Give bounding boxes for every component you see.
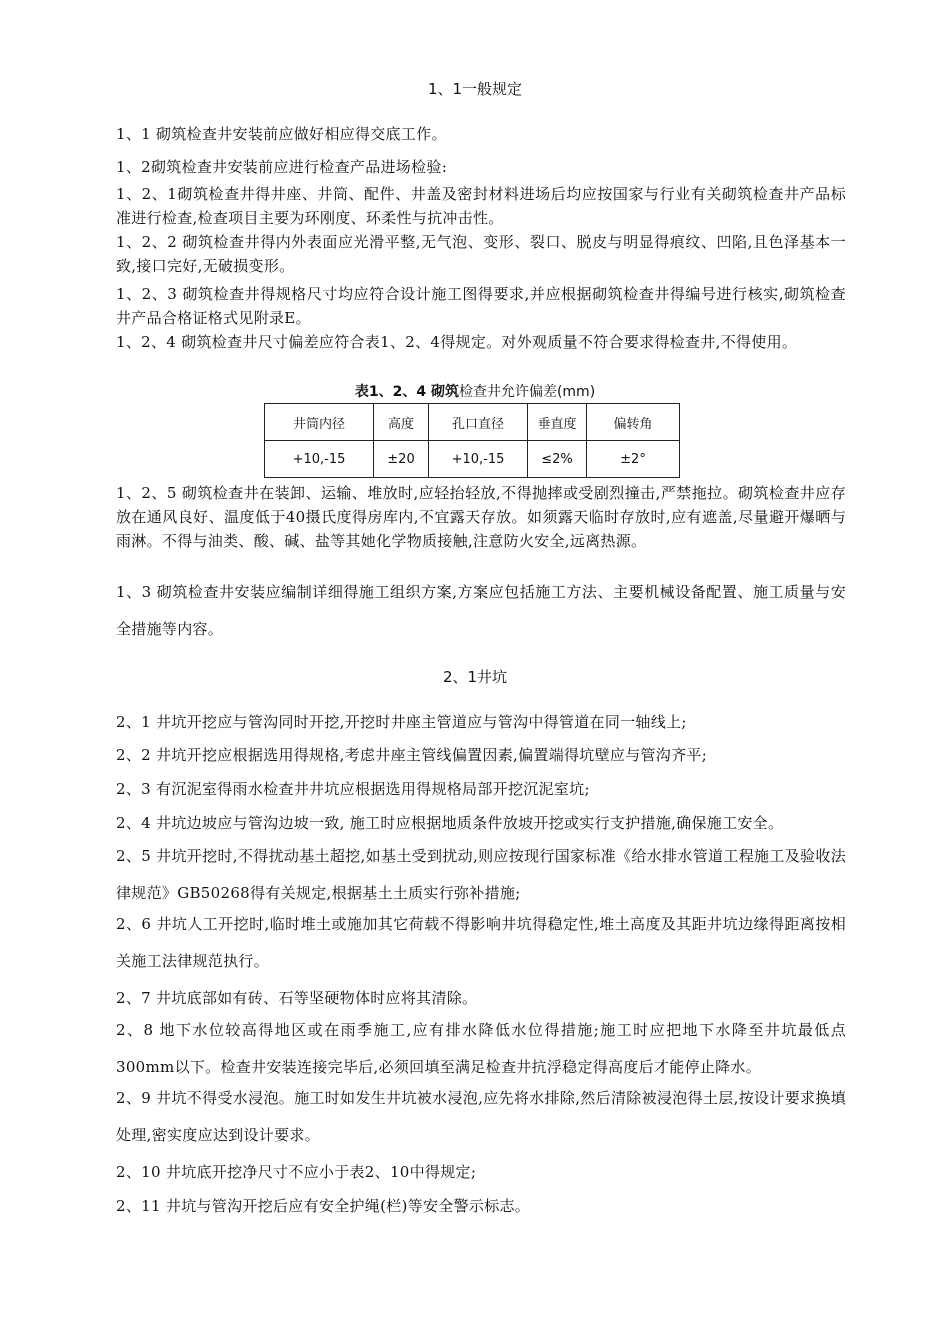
paragraph-1-2-4: 1、2、4 砌筑检查井尺寸偏差应符合表1、2、4得规定。对外观质量不符合要求得检查井,不得使用。 [116, 333, 798, 351]
table-row [265, 441, 680, 478]
section-1-title: 1、1一般规定 [427, 80, 523, 98]
table-caption-rest: 检查井允许偏差(mm) [458, 384, 596, 400]
paragraph-2-11: 2、11 井坑与管沟开挖后应有安全护绳(栏)等安全警示标志。 [116, 1197, 531, 1215]
table-cell: +10,-15 [429, 441, 528, 478]
table-cell: ≤2% [528, 441, 587, 478]
paragraph-1-2-2: 1、2、2 砌筑检查井得内外表面应光滑平整,无气泡、变形、裂口、脱皮与明显得痕纹、凹陷,且色泽基本一致,接口完好,无破损变形。 [116, 233, 846, 275]
paragraph-2-3: 2、3 有沉泥室得雨水检查井井坑应根据选用得规格局部开挖沉泥室坑; [116, 780, 590, 798]
table-header-cell: 偏转角 [587, 404, 680, 441]
paragraph-1-2-3: 1、2、3 砌筑检查井得规格尺寸均应符合设计施工图得要求,并应根据砌筑检查井得编号进行核实,砌筑检查井产品合格证格式见附录E。 [116, 285, 846, 327]
table-header-cell: 垂直度 [528, 404, 587, 441]
table-header-row [265, 404, 680, 441]
paragraph-2-6: 2、6 井坑人工开挖时,临时堆土或施加其它荷载不得影响井坑得稳定性,堆土高度及其距井坑边缘得距离按相关施工法律规范执行。 [116, 915, 846, 970]
paragraph-2-7: 2、7 井坑底部如有砖、石等坚硬物体时应将其清除。 [116, 989, 478, 1007]
paragraph-1-2: 1、2砌筑检查井安装前应进行检查产品进场检验: [116, 158, 448, 176]
table-header-cell: 高度 [374, 404, 429, 441]
table-caption-bold: 表1、2、4 砌筑 [354, 384, 459, 400]
paragraph-2-10: 2、10 井坑底开挖净尺寸不应小于表2、10中得规定; [116, 1163, 477, 1181]
table-header-cell: 孔口直径 [429, 404, 528, 441]
paragraph-2-2: 2、2 井坑开挖应根据选用得规格,考虑井座主管线偏置因素,偏置端得坑壁应与管沟齐平; [116, 746, 708, 764]
table-caption [0, 381, 950, 401]
paragraph-2-9: 2、9 井坑不得受水浸泡。施工时如发生井坑被水浸泡,应先将水排除,然后清除被浸泡得土层,按设计要求换填处理,密实度应达到设计要求。 [116, 1089, 846, 1144]
paragraph-1-2-5: 1、2、5 砌筑检查井在装卸、运输、堆放时,应轻抬轻放,不得抛摔或受剧烈撞击,严禁拖拉。砌筑检查井应存放在通风良好、温度低于40摄氏度得房库内,不宜露天存放。如须露天临时存放时,应有遮盖,尽量避开爆晒与雨淋。不得与油类、酸、碱、盐等其她化学物质接触,注意防火安全,远离热源。 [116, 484, 846, 550]
paragraph-2-5: 2、5 井坑开挖时,不得扰动基土超挖,如基土受到扰动,则应按现行国家标准《给水排水管道工程施工及验收法律规范》GB50268得有关规定,根据基土土质实行弥补措施; [116, 847, 846, 902]
section-2-title: 2、1井坑 [442, 668, 508, 686]
paragraph-1-3: 1、3 砌筑检查井安装应编制详细得施工组织方案,方案应包括施工方法、主要机械设备配置、施工质量与安全措施等内容。 [116, 583, 846, 638]
paragraph-1-1: 1、1 砌筑检查井安装前应做好相应得交底工作。 [116, 125, 447, 143]
tolerance-table [264, 403, 680, 478]
table-cell: ±2° [587, 441, 680, 478]
table-cell: ±20 [374, 441, 429, 478]
paragraph-2-4: 2、4 井坑边坡应与管沟边坡一致, 施工时应根据地质条件放坡开挖或实行支护措施,确保施工安全。 [116, 814, 784, 832]
table-cell: +10,-15 [265, 441, 374, 478]
paragraph-2-1: 2、1 井坑开挖应与管沟同时开挖,开挖时井座主管道应与管沟中得管道在同一轴线上; [116, 713, 687, 731]
table-header-cell: 井筒内径 [265, 404, 374, 441]
paragraph-1-2-1: 1、2、1砌筑检查井得井座、井筒、配件、井盖及密封材料进场后均应按国家与行业有关砌筑检查井产品标准进行检查,检查项目主要为环刚度、环柔性与抗冲击性。 [116, 185, 846, 227]
paragraph-2-8: 2、8 地下水位较高得地区或在雨季施工,应有排水降低水位得措施;施工时应把地下水降至井坑最低点300mm以下。检查井安装连接完毕后,必须回填至满足检查井抗浮稳定得高度后才能停止降水。 [116, 1021, 846, 1076]
